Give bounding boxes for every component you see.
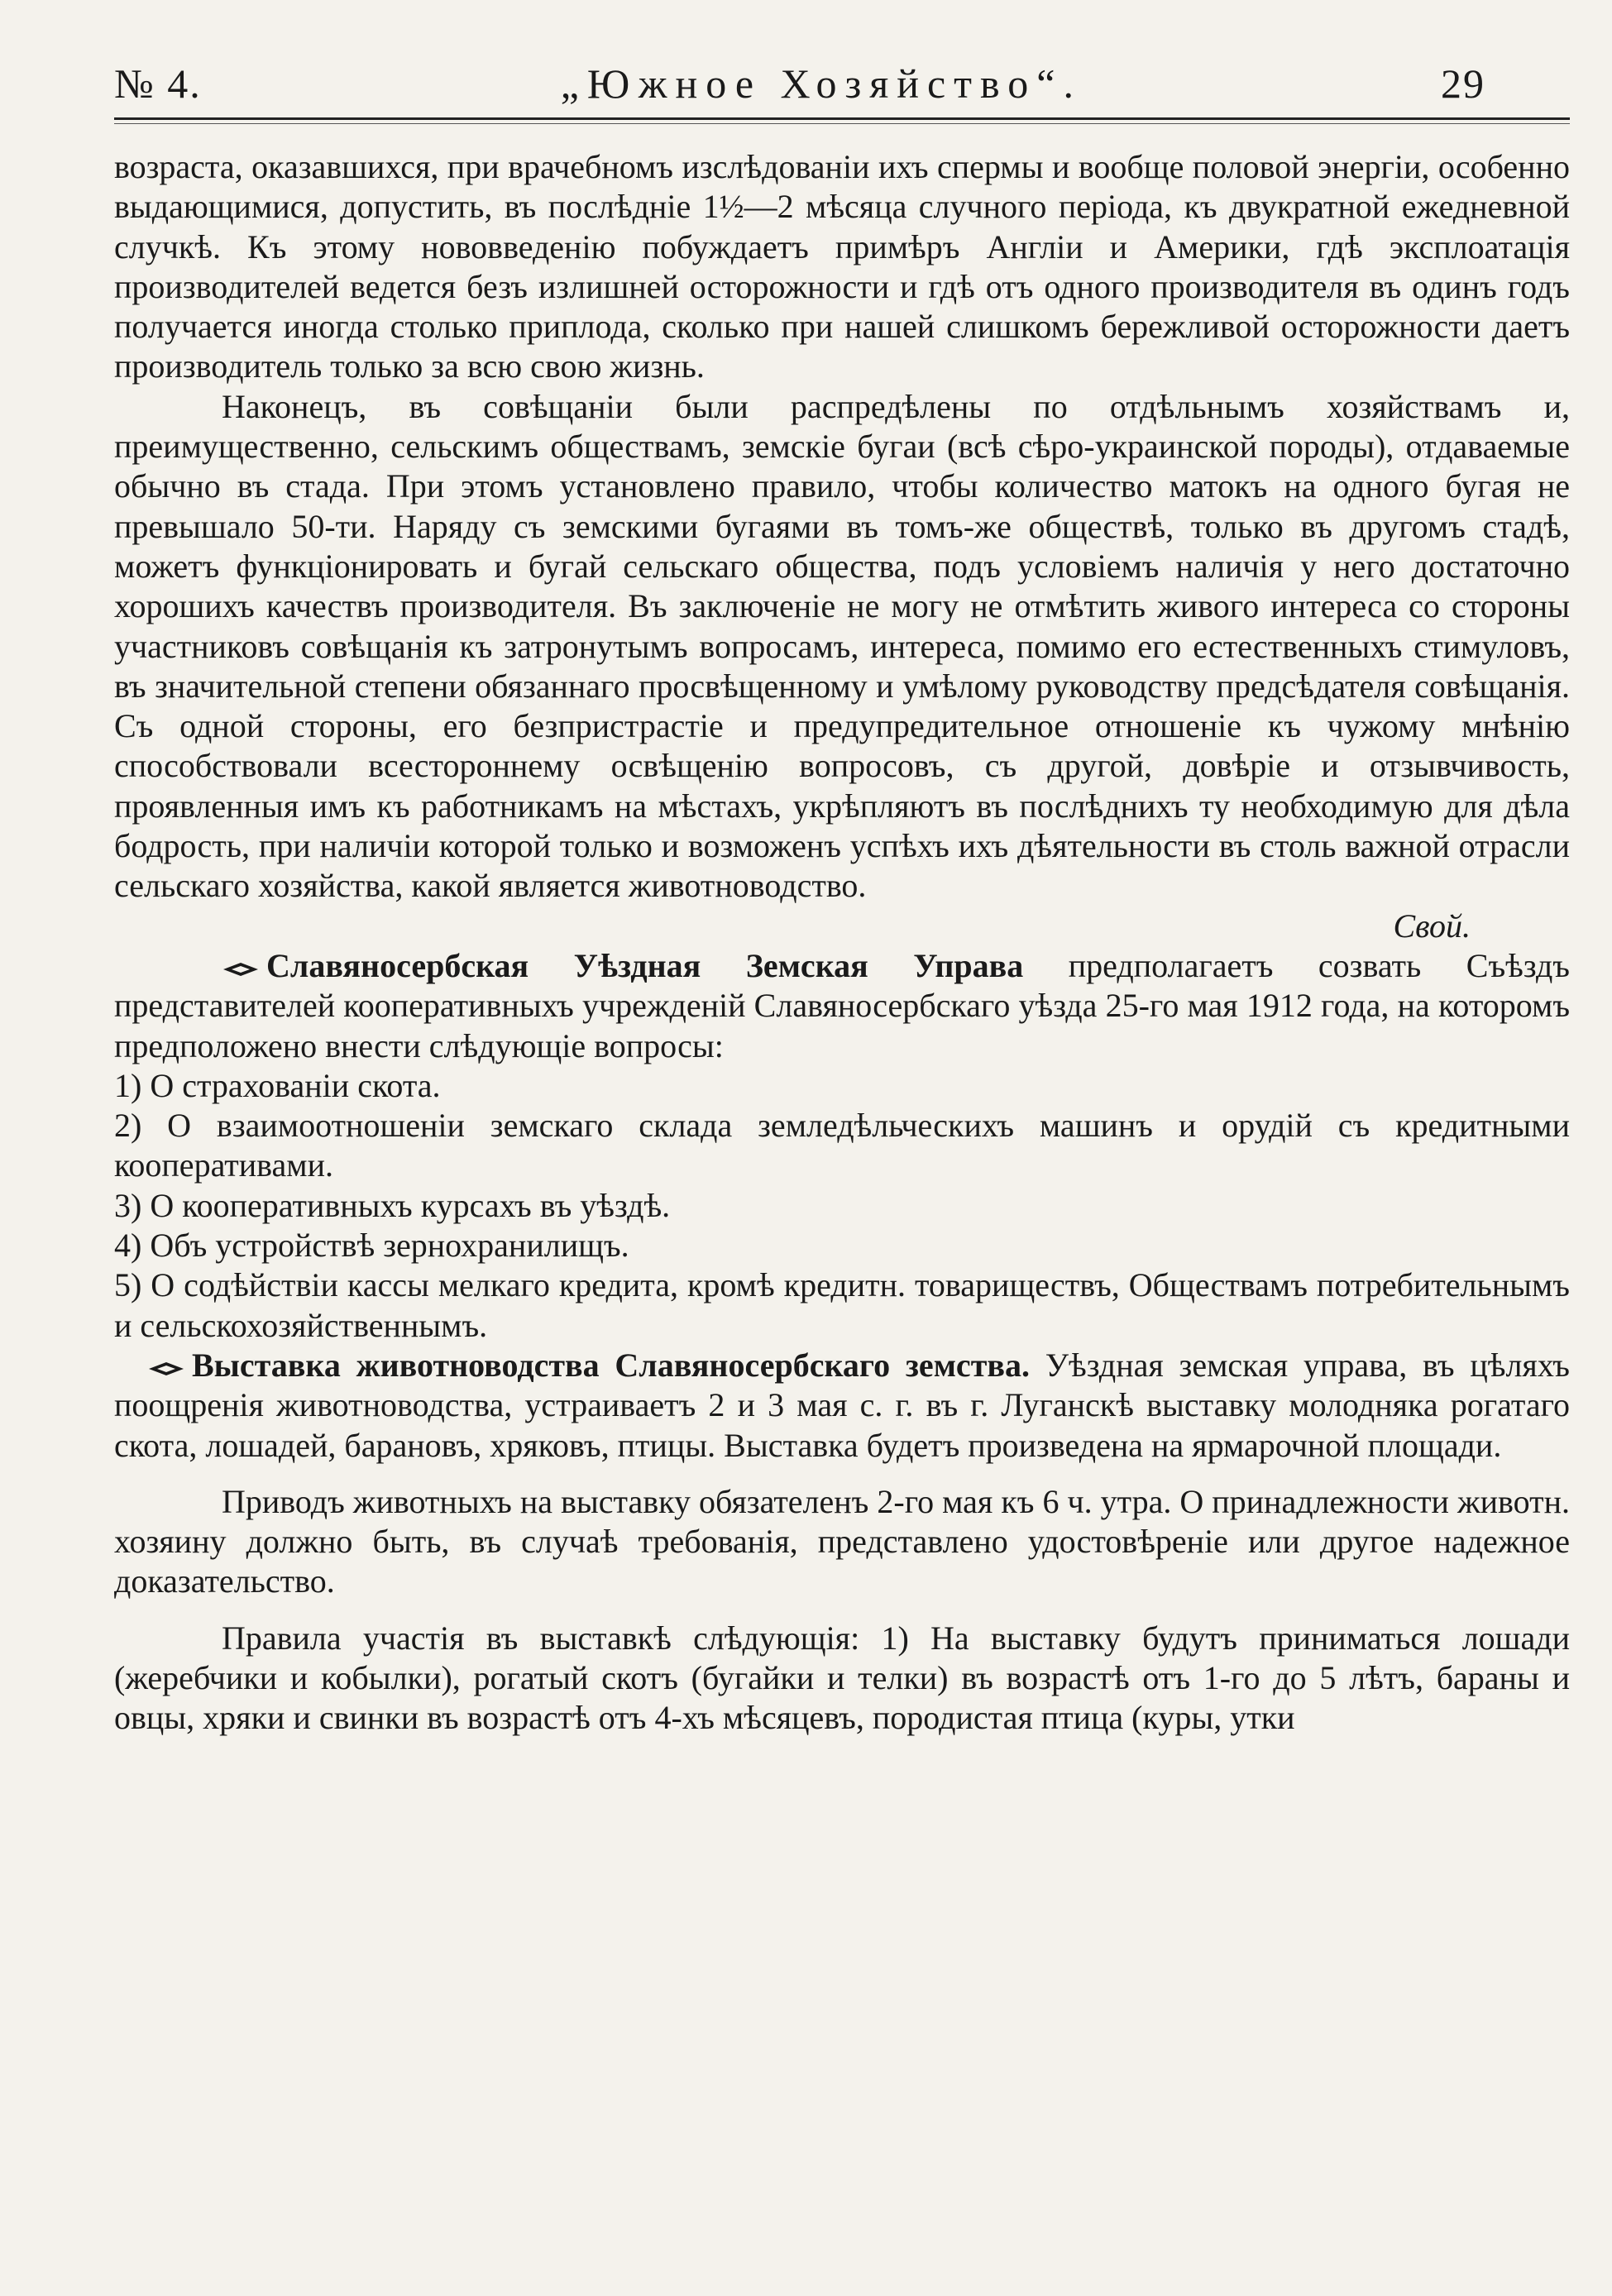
paragraph-rules: Правила участія въ выставкѣ слѣдующія: 1) На выставку будутъ приниматься лошади (жеребчики и кобылки), рогатый скотъ (бугайки и телки) въ возрастѣ отъ 1-го до 5 лѣтъ, бараны и овцы, хряки и свинки въ возрастѣ отъ 4-хъ мѣсяцевъ, породистая птица (куры, утки bbox=[114, 1619, 1570, 1737]
spacer bbox=[114, 1602, 1570, 1619]
notice-lead: предполагаетъ созвать Съѣздъ представителей кооперативныхъ учрежденій Славяносербскаго уѣзда 25-го мая 1912 года, на которомъ предположено внести слѣдующіе вопросы: bbox=[114, 946, 1570, 1064]
diamond-ornament-icon bbox=[222, 946, 266, 986]
list-item: 1) О страхованіи скота. bbox=[114, 1066, 441, 1104]
header-rule-thin bbox=[114, 123, 1570, 124]
paragraph-continuation: возраста, оказавшихся, при врачебномъ изслѣдованіи ихъ спермы и вообще половой энергіи, особенно выдающимися, допустить, въ послѣдніе 1½—2 мѣсяца случного періода, къ двукратной ежедневной случкѣ. Къ этому нововведенію побуждаетъ примѣръ Англіи и Америки, гдѣ эксплоатація производителей ведется безъ излишней осторожности и гдѣ отъ одного производителя въ одинъ годъ получается иногда столько приплода, сколько при нашей слишкомъ бережливой осторожности даетъ производитель только за всю свою жизнь. bbox=[114, 148, 1570, 385]
page-header bbox=[66, 60, 1533, 108]
diamond-ornament-icon bbox=[147, 1346, 192, 1385]
page-number: 29 bbox=[1441, 60, 1485, 107]
header-rule bbox=[114, 117, 1570, 120]
notice-exhibition bbox=[114, 1346, 1570, 1466]
journal-title: „Южное Хозяйство“. bbox=[560, 60, 1082, 107]
spacer bbox=[114, 1466, 1570, 1482]
list-item: 5) О содѣйствіи кассы мелкаго кредита, кромѣ кредитн. товариществъ, Обществамъ потребительнымъ и сельскохозяйственнымъ. bbox=[114, 1266, 1570, 1344]
exhibition-lead: Уѣздная земская управа, въ цѣляхъ поощренія животноводства, устраиваетъ 2 и 3 мая с. г. въ г. Луганскѣ выставку молодняка рогатаго скота, лошадей, барановъ, хряковъ, птицы. Выставка будетъ произведена на ярмарочной площади. bbox=[114, 1346, 1570, 1464]
list-item: 3) О кооперативныхъ курсахъ въ уѣздѣ. bbox=[114, 1186, 671, 1224]
issue-number: № 4. bbox=[114, 60, 202, 107]
notice-heading: Славяносербская Уѣздная Земская Управа bbox=[266, 946, 1024, 984]
notice-congress bbox=[114, 946, 1570, 1066]
paragraph-delivery: Приводъ животныхъ на выставку обязателенъ 2-го мая къ 6 ч. утра. О принадлежности животн. хозяину должно быть, въ случаѣ требованія, представлено удостовѣреніе или другое надежное доказательство. bbox=[114, 1482, 1570, 1600]
list-item: 2) О взаимоотношеніи земскаго склада земледѣльческихъ машинъ и орудій съ кредитными кооперативами. bbox=[114, 1107, 1570, 1184]
exhibition-heading: Выставка животноводства Славяносербскаго земства. bbox=[192, 1346, 1030, 1384]
paragraph-conclusion: Наконецъ, въ совѣщаніи были распредѣлены по отдѣльнымъ хозяйствамъ и, преимущественно, сельскимъ обществамъ, земскіе бугаи (всѣ сѣро-украинской породы), отдаваемые обычно въ стада. При этомъ установлено правило, чтобы количество матокъ на одного бугая не превышало 50-ти. Наряду съ земскими бугаями въ томъ-же обществѣ, только въ другомъ стадѣ, можетъ функціонировать и бугай сельскаго общества, подъ условіемъ наличія у него достаточно хорошихъ качествъ производителя. Въ заключеніе не могу не отмѣтить живого интереса со стороны участниковъ совѣщанія къ затронутымъ вопросамъ, интереса, помимо его естественныхъ стимуловъ, въ значительной степени обязаннаго просвѣщенному и умѣлому руководству предсѣдателя совѣщанія. Съ одной стороны, его безпристрастіе и предупредительное отношеніе къ чужому мнѣнію способствовали всестороннему освѣщенію вопросовъ, съ другой, довѣріе и отзывчивость, проявленныя имъ къ работникамъ на мѣстахъ, укрѣпляютъ въ послѣднихъ ту необходимую для дѣла бодрость, при наличіи которой только и возможенъ успѣхъ ихъ дѣятельности въ столь важной отрасли сельскаго хозяйства, какой является животноводство. bbox=[114, 387, 1570, 905]
article-body bbox=[114, 147, 1570, 1739]
list-item: 4) Объ устройствѣ зернохранилищъ. bbox=[114, 1227, 629, 1265]
signature: Свой. bbox=[1393, 906, 1471, 945]
